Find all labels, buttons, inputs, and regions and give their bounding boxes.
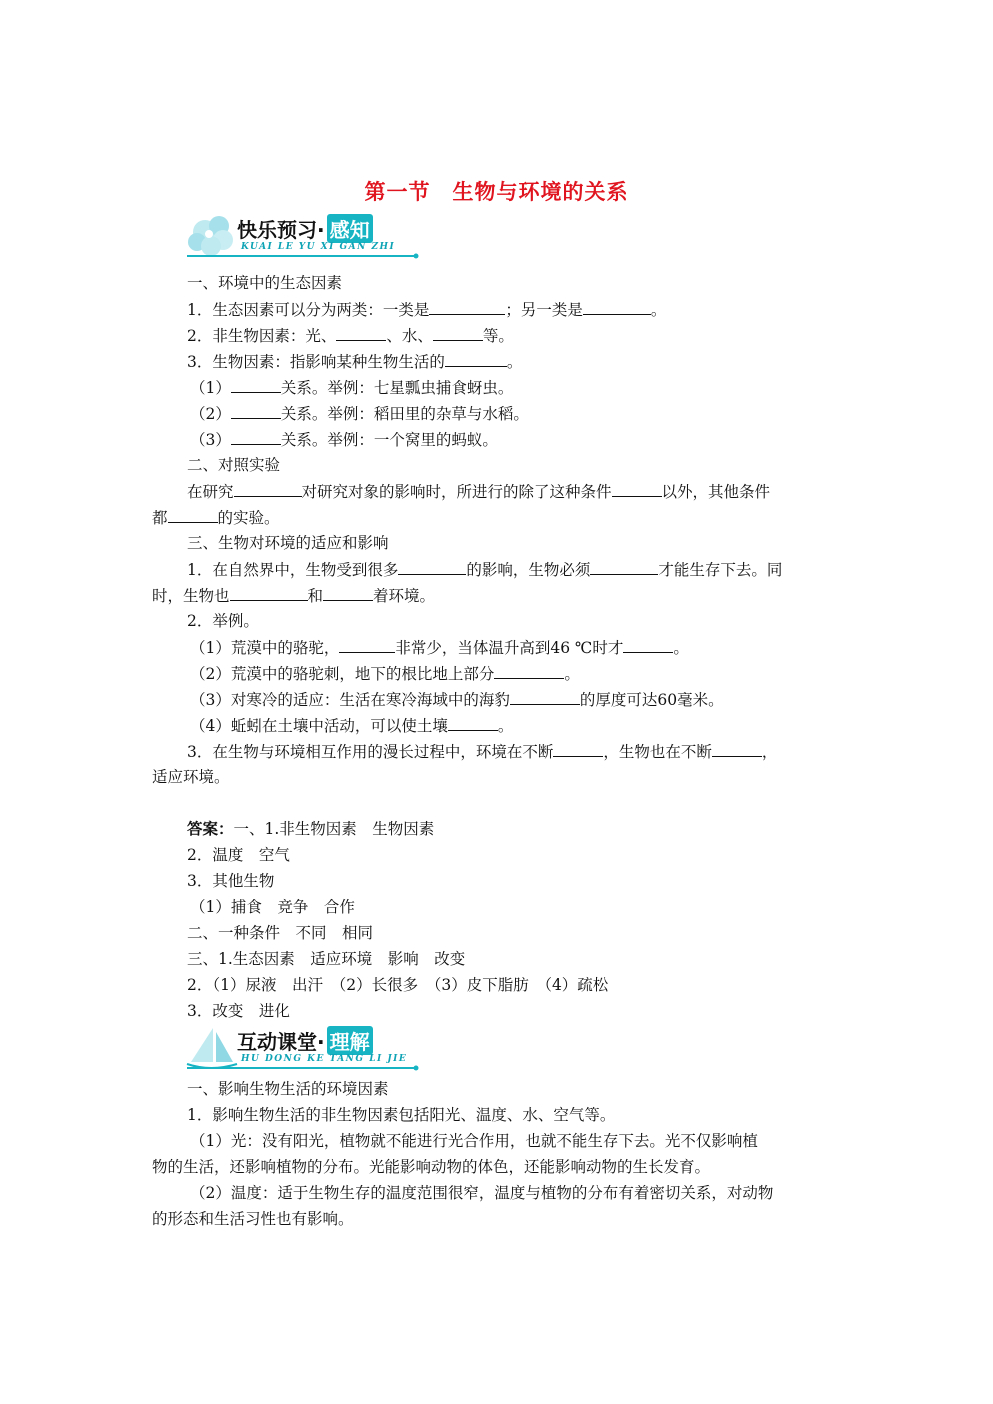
answer-line: 3．其他生物	[187, 872, 275, 890]
text-line: 物的生活，还影响植物的分布。光能影响动物的体色，还能影响动物的生长发育。	[152, 1158, 711, 1176]
banner-title: 互动课堂	[237, 1030, 317, 1054]
banner-dot: ·	[317, 218, 325, 242]
banner-subtitle: HU DONG KE TANG LI JIE	[241, 1054, 408, 1064]
section-heading: 一、环境中的生态因素	[187, 274, 343, 292]
text-line: （1）光：没有阳光，植物就不能进行光合作用，也就不能生存下去。光不仅影响植	[190, 1132, 758, 1150]
banner-title: 快乐预习	[237, 218, 317, 242]
text-line: （4）蚯蚓在土壤中活动，可以使土壤 。	[190, 717, 514, 735]
section-heading: 一、影响生物生活的环境因素	[187, 1080, 389, 1098]
page-title: 第一节 生物与环境的关系	[364, 179, 629, 204]
answer-line: 二、一种条件 不同 相同	[187, 924, 374, 942]
banner-dot: ·	[317, 1030, 325, 1054]
text-line: 的形态和生活习性也有影响。	[152, 1210, 354, 1228]
banner-highlight: 感知	[327, 214, 373, 243]
section-banner-classroom	[183, 1024, 423, 1074]
section-banner-preview	[183, 212, 423, 262]
text-line: 2．非生物因素：光、 、水、 等。	[187, 327, 514, 345]
banner-subtitle: KUAI LE YU XI GAN ZHI	[241, 242, 396, 252]
answer-line: 三、1.生态因素 适应环境 影响 改变	[187, 950, 466, 968]
answer-line: （1）捕食 竞争 合作	[190, 898, 355, 916]
text-line: （1） 关系。举例：七星瓢虫捕食蚜虫。	[190, 379, 514, 397]
text-line: （2）温度：适于生物生存的温度范围很窄，温度与植物的分布有着密切关系，对动物	[190, 1184, 774, 1202]
answer-label: 答案：	[187, 819, 234, 838]
answer-line: 2．（1）尿液 出汗 （2）长很多 （3）皮下脂肪 （4）疏松	[187, 976, 609, 994]
section-heading: 二、对照实验	[187, 456, 281, 474]
text-line: 适应环境。	[152, 768, 230, 786]
text-line: 在研究 对研究对象的影响时，所进行的除了这种条件 以外，其他条件	[187, 483, 771, 501]
text-line: 2．举例。	[187, 612, 259, 630]
text-line: 1．影响生物生活的非生物因素包括阳光、温度、水、空气等。	[187, 1106, 616, 1124]
text-line: 都 的实验。	[152, 509, 280, 527]
answer-line: 3．改变 进化	[187, 1002, 290, 1020]
text-line: 1．在自然界中，生物受到很多 的影响，生物必须 才能生存下去。同	[187, 561, 783, 579]
text-line: 1．生态因素可以分为两类：一类是 ；另一类是 。	[187, 301, 667, 319]
banner-highlight: 理解	[327, 1026, 373, 1055]
text-line: 3．生物因素：指影响某种生物生活的 。	[187, 353, 523, 371]
answer-line: 答案：一、1.非生物因素 生物因素	[187, 819, 435, 838]
text-line: （3） 关系。举例：一个窝里的蚂蚁。	[190, 431, 498, 449]
answer-line: 2．温度 空气	[187, 846, 290, 864]
text-line: （2）荒漠中的骆驼刺，地下的根比地上部分 。	[190, 665, 580, 683]
text-line: （1）荒漠中的骆驼， 非常少，当体温升高到46 ℃时才 。	[190, 639, 689, 657]
text-line: （2） 关系。举例：稻田里的杂草与水稻。	[190, 405, 529, 423]
text-line: 时，生物也 和 着环境。	[152, 587, 436, 605]
section-heading: 三、生物对环境的适应和影响	[187, 534, 389, 552]
text-line: （3）对寒冷的适应：生活在寒冷海域中的海豹 的厚度可达60毫米。	[190, 691, 724, 709]
text-line: 3．在生物与环境相互作用的漫长过程中，环境在不断 ，生物也在不断 ，	[187, 743, 778, 761]
